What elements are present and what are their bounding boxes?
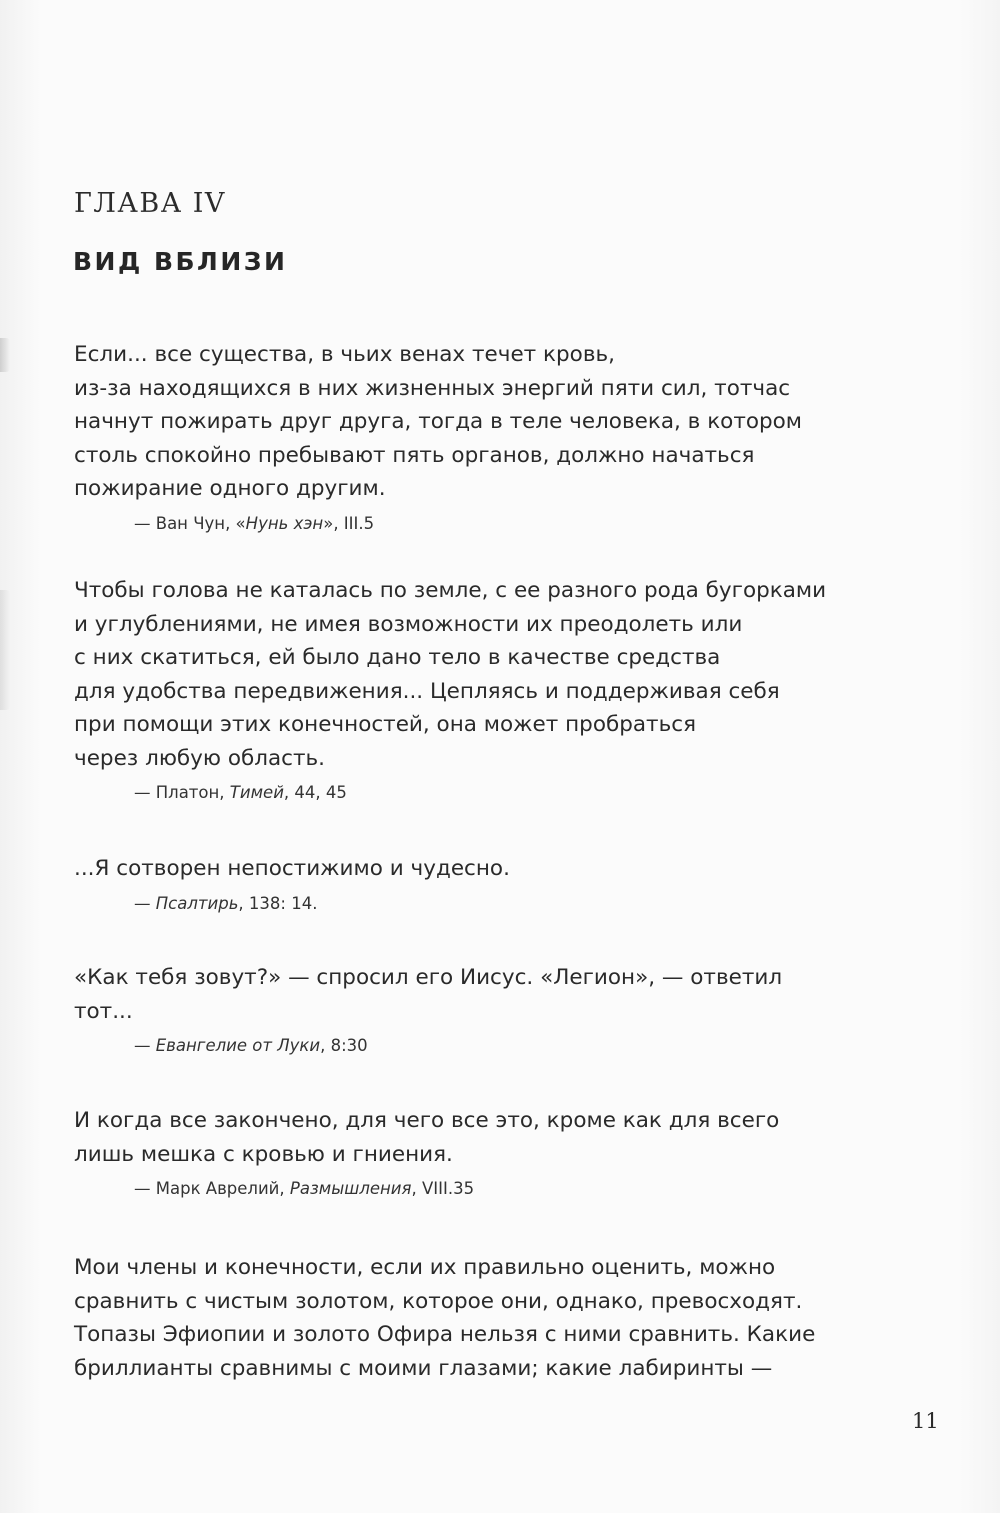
epigraph-line: тот...	[74, 998, 133, 1024]
epigraph-line: бриллианты сравнимы с моими глазами; какие лабиринты —	[74, 1355, 773, 1381]
epigraph-line: пожирание одного другим.	[74, 476, 386, 501]
epigraph-line: при помощи этих конечностей, она может пробраться	[74, 712, 696, 737]
attribution-author: — Марк Аврелий,	[134, 1179, 290, 1198]
page-edge-shadow	[0, 338, 10, 372]
attribution-work: Размышления	[289, 1179, 412, 1198]
chapter-title: ВИД ВБЛИЗИ	[73, 247, 288, 276]
epigraph-line: начнут пожирать друг друга, тогда в теле человека, в котором	[74, 409, 803, 434]
epigraph-line: «Как тебя зовут?» — спросил его Иисус. «Легион», — ответил	[74, 965, 783, 990]
epigraph-line: Топазы Эфиопии и золото Офира нельзя с ними сравнить. Какие	[74, 1322, 816, 1347]
epigraph-line: Чтобы голова не каталась по земле, с ее разного рода бугорками	[74, 578, 827, 603]
epigraph-attribution	[134, 892, 914, 916]
epigraph-line: Мои члены и конечности, если их правильно оценить, можно	[74, 1255, 776, 1280]
attribution-author: —	[134, 893, 156, 913]
attribution-reference: , 138: 14.	[238, 893, 318, 913]
attribution-work: Евангелие от Луки	[155, 1036, 321, 1055]
attribution-work: Нунь хэн	[245, 513, 324, 533]
epigraph-line: с них скатиться, ей было дано тело в качестве средства	[74, 645, 721, 670]
page-number: 11	[912, 1409, 939, 1433]
attribution-author: — Ван Чун, «	[134, 513, 246, 533]
epigraph-line: Если... все существа, в чьих венах течет кровь,	[74, 342, 615, 367]
attribution-reference: », III.5	[323, 513, 375, 533]
attribution-reference: , VIII.35	[411, 1179, 475, 1198]
attribution-work: Тимей	[229, 783, 284, 802]
epigraph	[74, 574, 914, 805]
attribution-reference: , 8:30	[320, 1036, 368, 1055]
epigraph	[74, 852, 914, 916]
epigraph-line: через любую область.	[74, 745, 326, 771]
epigraph-line: И когда все закончено, для чего все это, кроме как для всего	[74, 1108, 780, 1133]
attribution-reference: , 44, 45	[283, 783, 347, 802]
epigraph-line: из-за находящихся в них жизненных энергий пяти сил, тотчас	[74, 375, 791, 401]
epigraph-attribution	[134, 512, 914, 536]
epigraph-line: лишь мешка с кровью и гниения.	[74, 1141, 453, 1167]
epigraph-line: столь спокойно пребывают пять органов, должно начаться	[74, 442, 755, 468]
epigraph-attribution	[134, 1177, 914, 1201]
page-edge-shadow	[0, 590, 10, 710]
epigraph-attribution	[134, 781, 914, 805]
epigraph-line: сравнить с чистым золотом, которое они, однако, превосходят.	[74, 1288, 803, 1314]
epigraph	[74, 1104, 914, 1201]
attribution-work: Псалтирь	[155, 893, 239, 913]
epigraph	[74, 338, 914, 536]
epigraph	[74, 961, 914, 1058]
chapter-label: ГЛАВА IV	[74, 188, 226, 219]
epigraph-line: и углублениями, не имея возможности их преодолеть или	[74, 611, 743, 637]
epigraph-attribution	[134, 1034, 914, 1058]
attribution-author: —	[134, 1036, 156, 1055]
epigraph-line: для удобства передвижения... Цепляясь и поддерживая себя	[74, 678, 780, 704]
attribution-author: — Платон,	[134, 783, 230, 802]
epigraph	[74, 1251, 914, 1385]
epigraph-line: ...Я сотворен непостижимо и чудесно.	[74, 856, 510, 881]
